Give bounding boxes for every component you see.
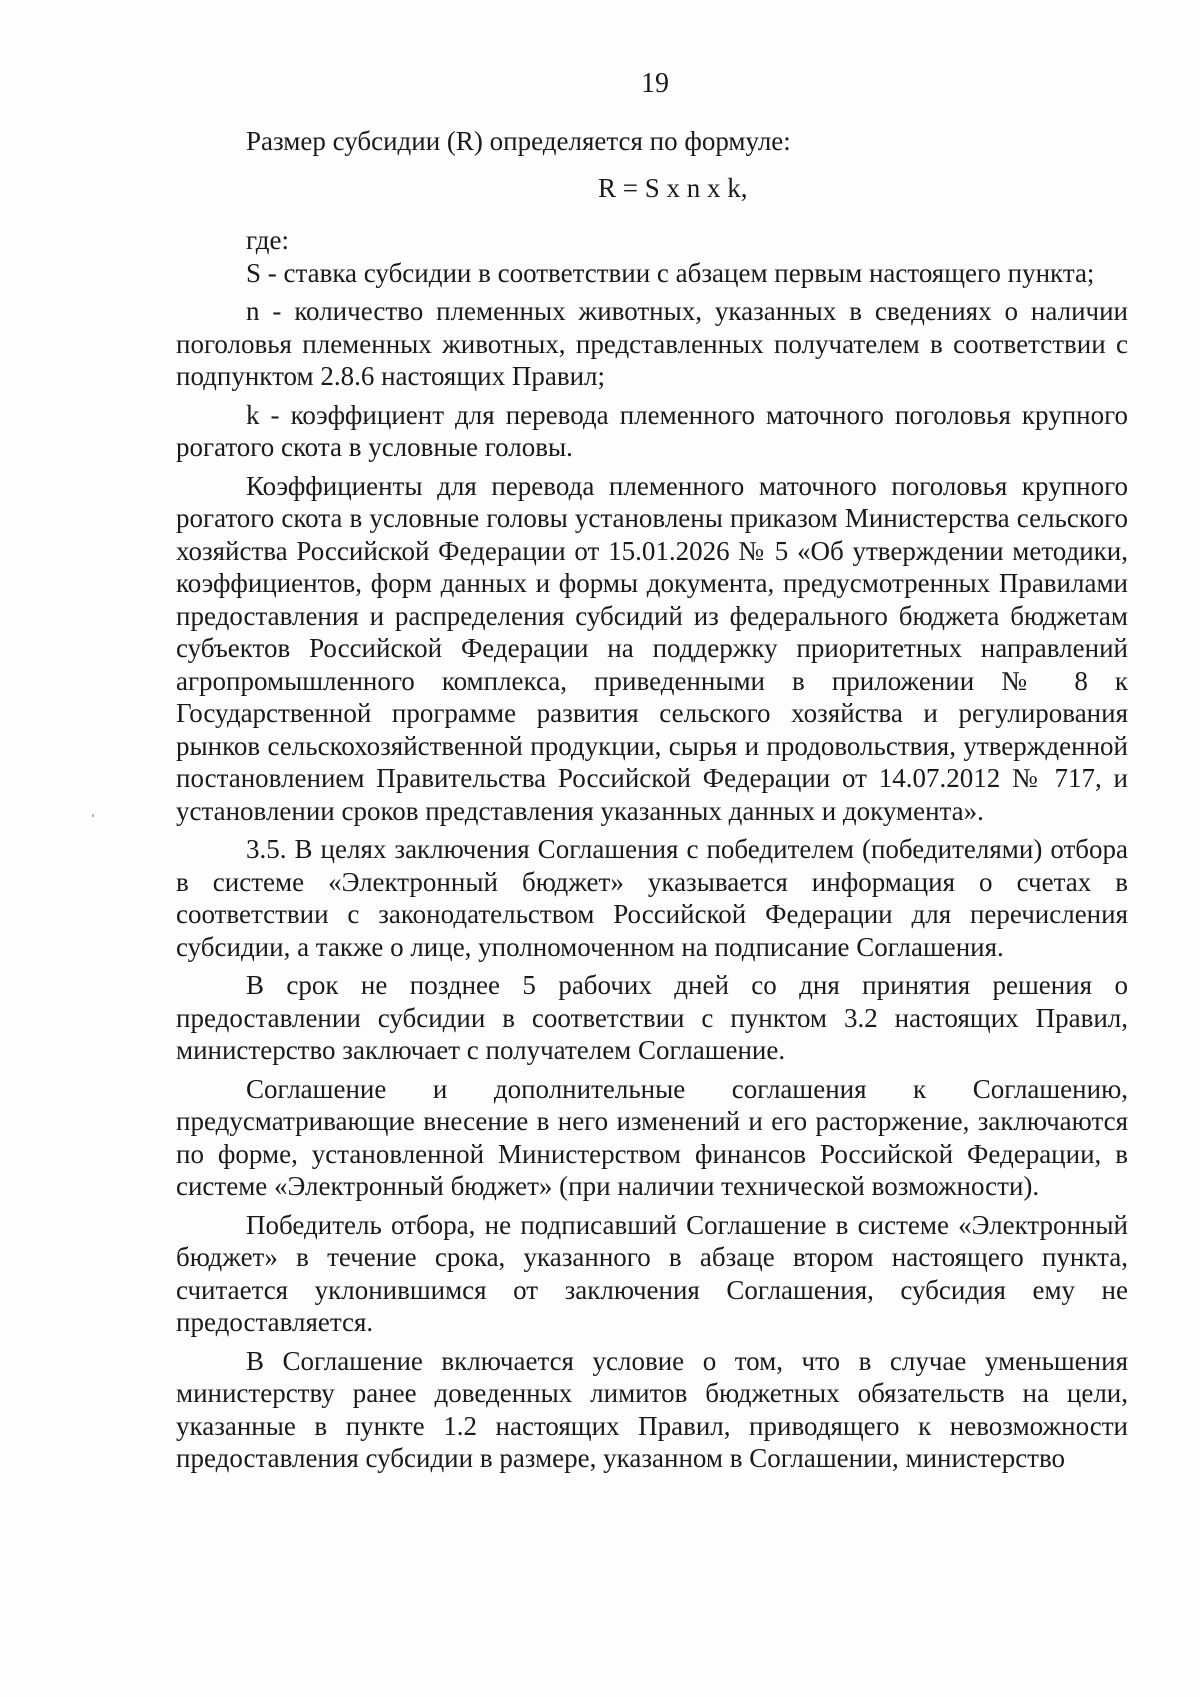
formula: R = S x n x k, bbox=[598, 172, 748, 203]
definition-k: k - коэффициент для перевода племенного маточного поголовья крупного рогатого скота в условные головы. bbox=[176, 399, 1128, 462]
paragraph-limits-reduction: В Соглашение включается условие о том, что в случае уменьшения министерству ранее доведенных лимитов бюджетных обязательств на цели, указанные в пункте 1.2 настоящих Правил, приводящего к невозможности предоставления субсидии в размере, указанном в Соглашении, министерство bbox=[176, 1345, 1128, 1473]
definition-n: n - количество племенных животных, указанных в сведениях о наличии поголовья племенных животных, представленных получателем в соответствии с подпунктом 2.8.6 настоящих Правил; bbox=[176, 296, 1128, 391]
where-label: где: bbox=[246, 225, 289, 255]
paragraph-deadline: В срок не позднее 5 рабочих дней со дня принятия решения о предоставлении субсидии в соответствии с пунктом 3.2 настоящих Правил, министерство заключает с получателем Соглашение. bbox=[176, 970, 1128, 1065]
document-body bbox=[176, 125, 1128, 1475]
formula-intro: Размер субсидии (R) определяется по формуле: bbox=[246, 126, 791, 156]
page-number: 19 bbox=[641, 68, 669, 99]
paragraph-agreement-form: Соглашение и дополнительные соглашения к Соглашению, предусматривающие внесение в него изменений и его расторжение, заключаются по форме, установленной Министерством финансов Российской Федерации, в системе «Электронный бюджет» (при наличии технической возможности). bbox=[176, 1073, 1128, 1201]
paragraph-coefficients: Коэффициенты для перевода племенного маточного поголовья крупного рогатого скота в условные головы установлены приказом Министерства сельского хозяйства Российской Федерации от 15.01.2026 № 5 «Об утверждении методики, коэффициентов, форм данных и формы документа, предусмотренных Правилами предоставления и распределения субсидий из федерального бюджета бюджетам субъектов Российской Федерации на поддержку приоритетных направлений агропромышленного комплекса, приведенными в приложении № 8 к Государственной программе развития сельского хозяйства и регулирования рынков сельскохозяйственной продукции, сырья и продовольствия, утвержденной постановлением Правительства Российской Федерации от 14.07.2012 № 717, и установлении сроков представления указанных данных и документа». bbox=[176, 470, 1128, 826]
scan-artifact bbox=[92, 814, 94, 817]
paragraph-3-5: 3.5. В целях заключения Соглашения с победителем (победителями) отбора в системе «Электронный бюджет» указывается информация о счетах в соответствии с законодательством Российской Федерации для перечисления субсидии, а также о лице, уполномоченном на подписание Соглашения. bbox=[176, 834, 1128, 962]
definition-s: S - ставка субсидии в соответствии с абзацем первым настоящего пункта; bbox=[246, 257, 1095, 288]
paragraph-winner-refusal: Победитель отбора, не подписавший Соглашение в системе «Электронный бюджет» в течение срока, указанного в абзаце втором настоящего пункта, считается уклонившимся от заключения Соглашения, субсидия ему не предоставляется. bbox=[176, 1209, 1128, 1337]
